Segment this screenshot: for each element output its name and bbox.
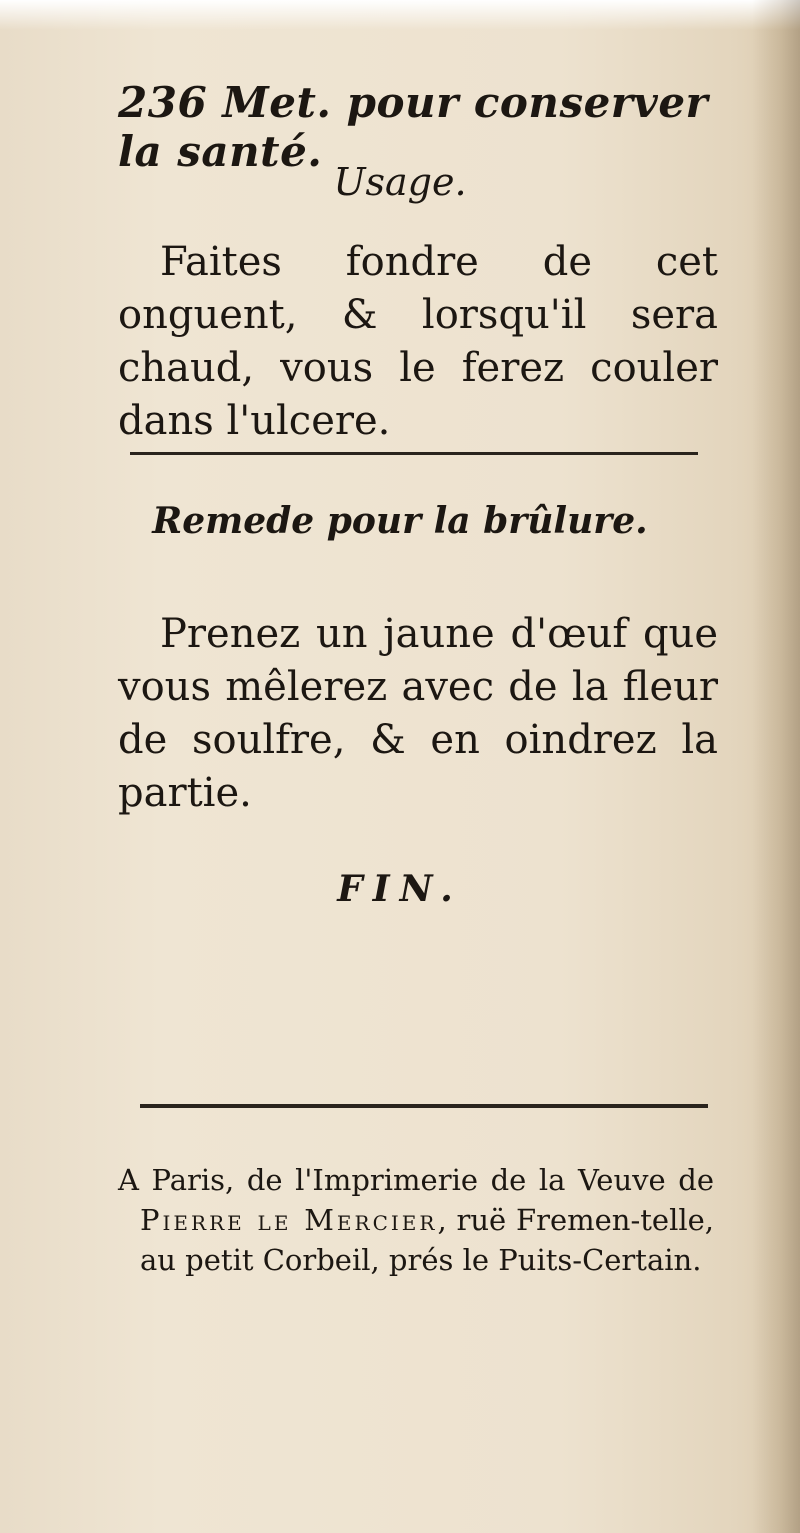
page-gutter-shadow bbox=[752, 0, 800, 1533]
imprint-printer-name: Pierre le Mercier bbox=[140, 1203, 438, 1237]
imprint-rule bbox=[140, 1104, 708, 1108]
usage-text: Faites fondre de cet onguent, & lorsqu'il sera chaud, vous le ferez couler dans l'ulcere. bbox=[118, 239, 718, 444]
running-head: 236 Met. pour conserver la santé. bbox=[118, 78, 709, 176]
remedy-paragraph bbox=[118, 608, 718, 820]
imprint-before-name: A Paris, de l'Imprimerie de la Veuve de bbox=[118, 1163, 714, 1197]
imprint-colophon bbox=[118, 1160, 714, 1280]
imprint-after-name: , ruë Fremen-telle, au petit Corbeil, prés le Puits-Certain. bbox=[140, 1203, 714, 1277]
imprint-text bbox=[118, 1160, 714, 1280]
page-top-margin bbox=[0, 0, 800, 30]
section-rule bbox=[130, 452, 698, 455]
usage-paragraph bbox=[118, 236, 718, 448]
usage-heading: Usage. bbox=[333, 160, 467, 204]
fin-label: FIN. bbox=[337, 868, 463, 910]
remedy-heading: Remede pour la brûlure. bbox=[152, 500, 648, 542]
remedy-text: Prenez un jaune d'œuf que vous mêlerez avec de la fleur de soulfre, & en oindrez la partie. bbox=[118, 611, 718, 816]
